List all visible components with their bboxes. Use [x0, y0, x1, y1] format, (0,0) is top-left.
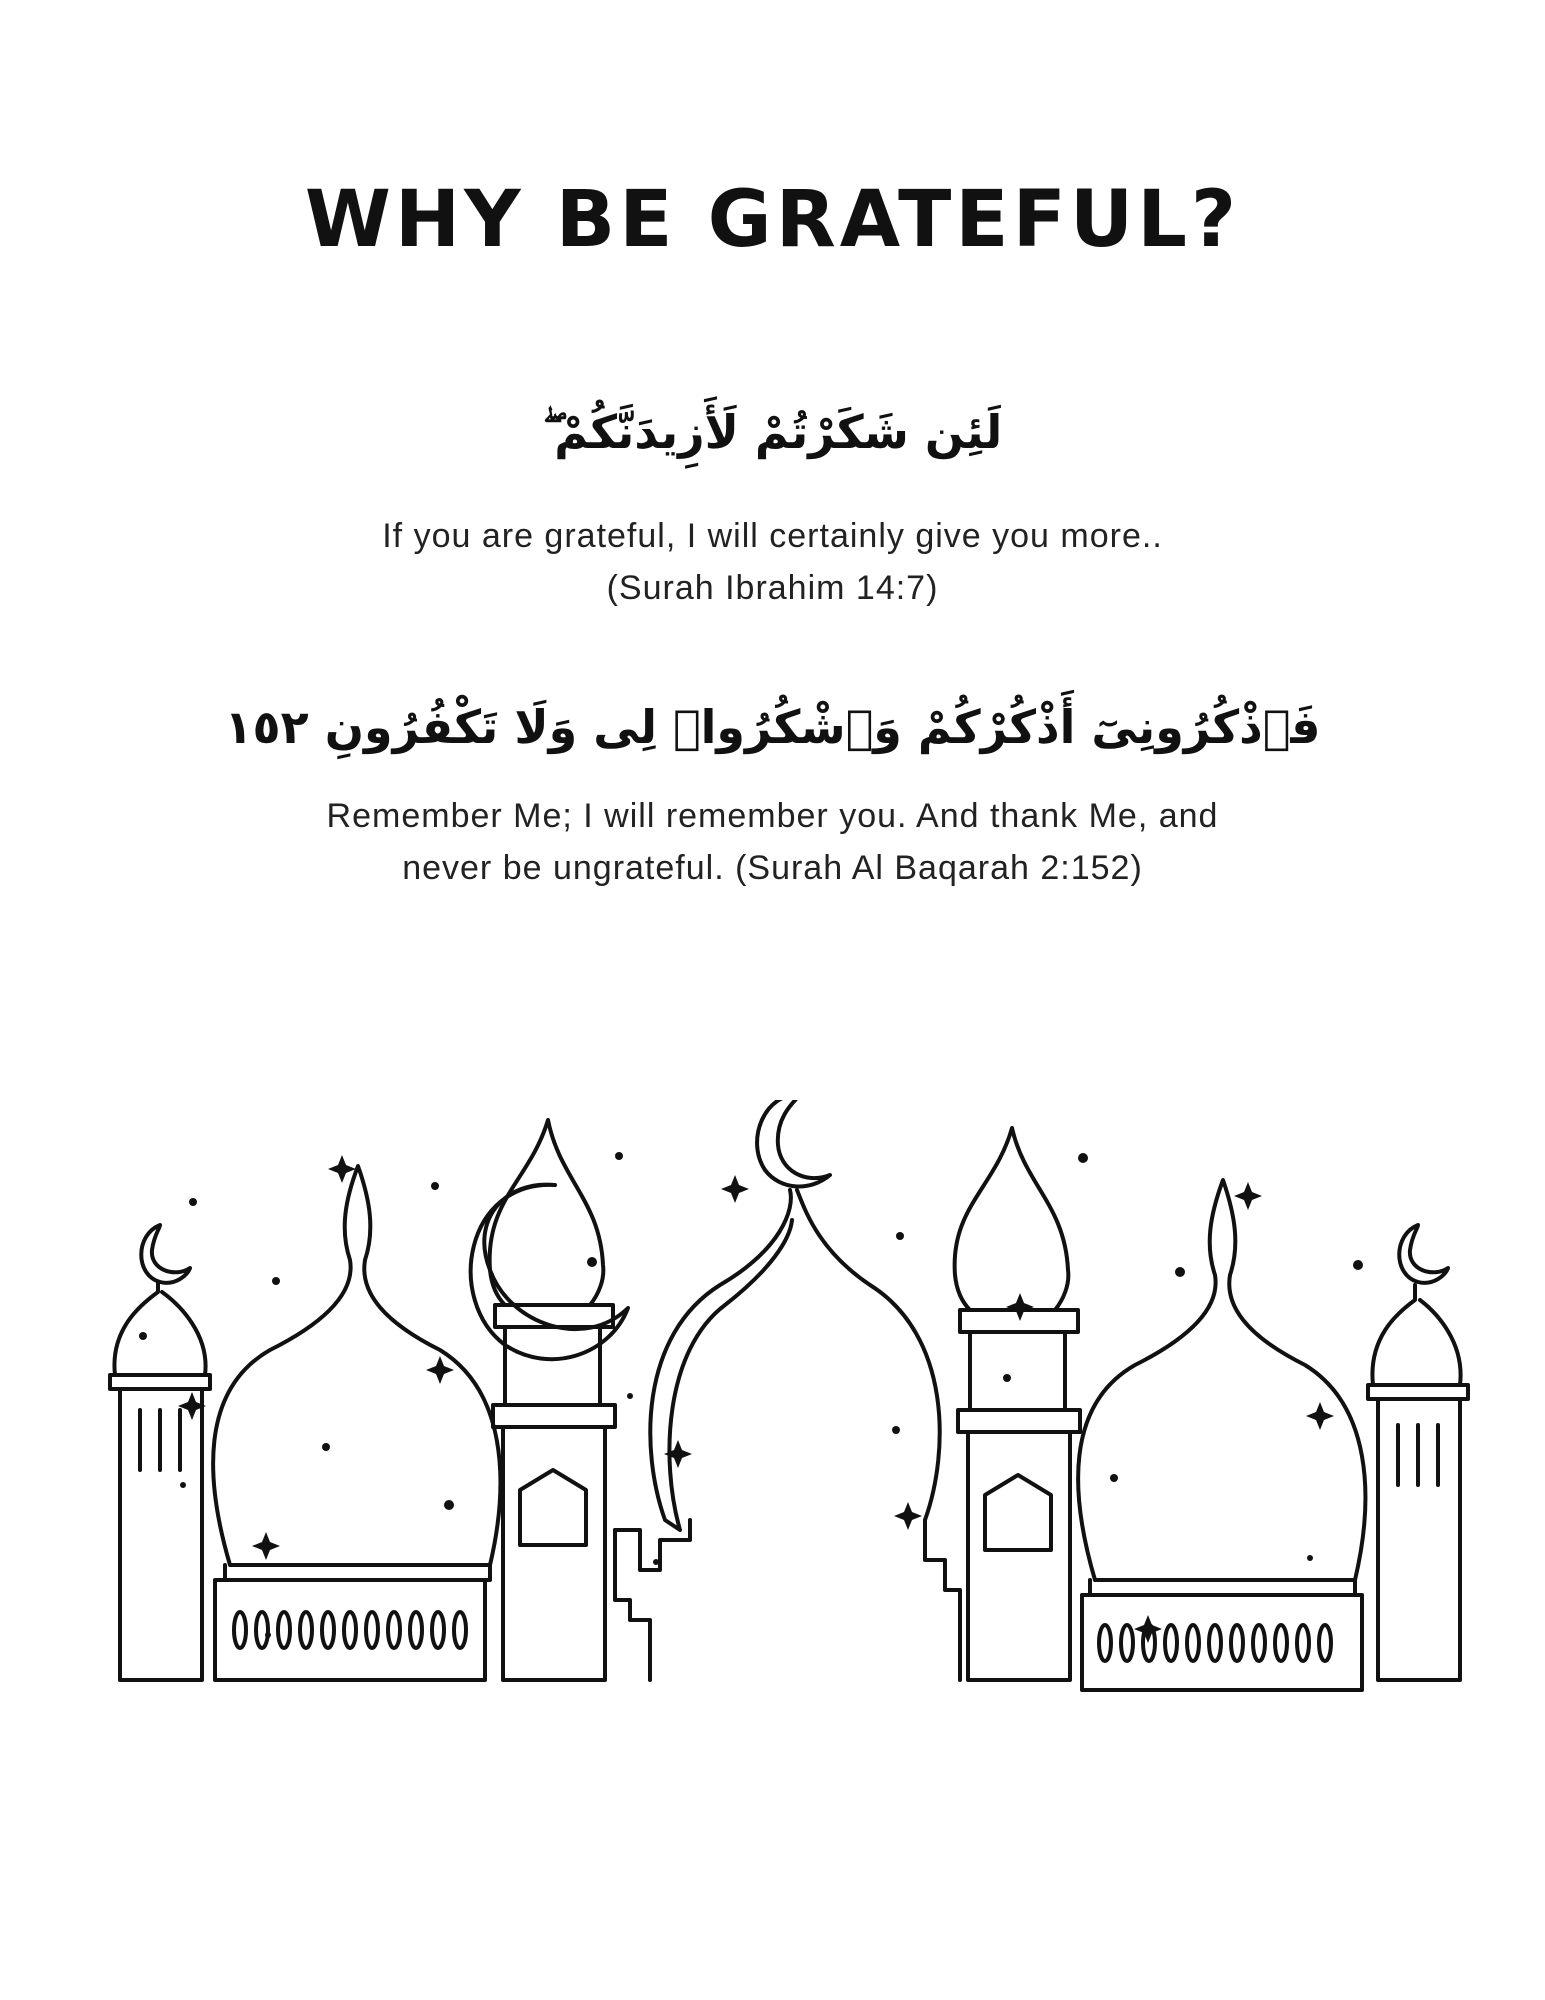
verse-1-reference: (Surah Ibrahim 14:7)	[606, 569, 939, 607]
verse-1-arabic: لَئِن شَكَرْتُمْ لَأَزِيدَنَّكُمْ ۖ	[542, 405, 1003, 459]
star-icon	[426, 1356, 454, 1384]
crescent-moon-icon	[757, 1100, 830, 1186]
right-small-tower	[1368, 1225, 1468, 1680]
star-icon	[1006, 1293, 1034, 1321]
verse-2-translation-line-1: Remember Me; I will remember you. And thank Me, and	[326, 797, 1219, 835]
verse-1-translation-line-1: If you are grateful, I will certainly give you more..	[382, 517, 1163, 555]
center-arch-icon	[615, 1100, 960, 1680]
right-dome-icon	[1078, 1180, 1365, 1690]
mosque-illustration	[0, 1100, 1545, 2000]
verse-2-translation-line-2: never be ungrateful. (Surah Al Baqarah 2:152)	[402, 849, 1143, 887]
dome-base-pattern	[1099, 1625, 1331, 1661]
page-title: WHY BE GRATEFUL?	[304, 175, 1241, 265]
star-icon	[721, 1175, 749, 1203]
star-icons	[178, 1155, 1334, 1643]
dome-base-pattern	[234, 1612, 466, 1648]
left-minaret-icon	[490, 1120, 615, 1680]
star-icon	[894, 1502, 922, 1530]
left-dome-icon	[213, 1166, 500, 1680]
right-minaret-icon	[955, 1128, 1080, 1680]
verse-2-arabic: فَٱذْكُرُونِىٓ أَذْكُرْكُمْ وَٱشْكُرُوا۟ لِى وَلَا تَكْفُرُونِ ١٥٢	[224, 700, 1321, 754]
left-small-tower	[110, 1225, 210, 1680]
star-icon	[1134, 1615, 1162, 1643]
verse-1-translation	[0, 510, 1545, 614]
star-icon	[252, 1532, 280, 1560]
verse-2-translation	[0, 790, 1545, 894]
star-icon	[1306, 1402, 1334, 1430]
star-icon	[1234, 1182, 1262, 1210]
